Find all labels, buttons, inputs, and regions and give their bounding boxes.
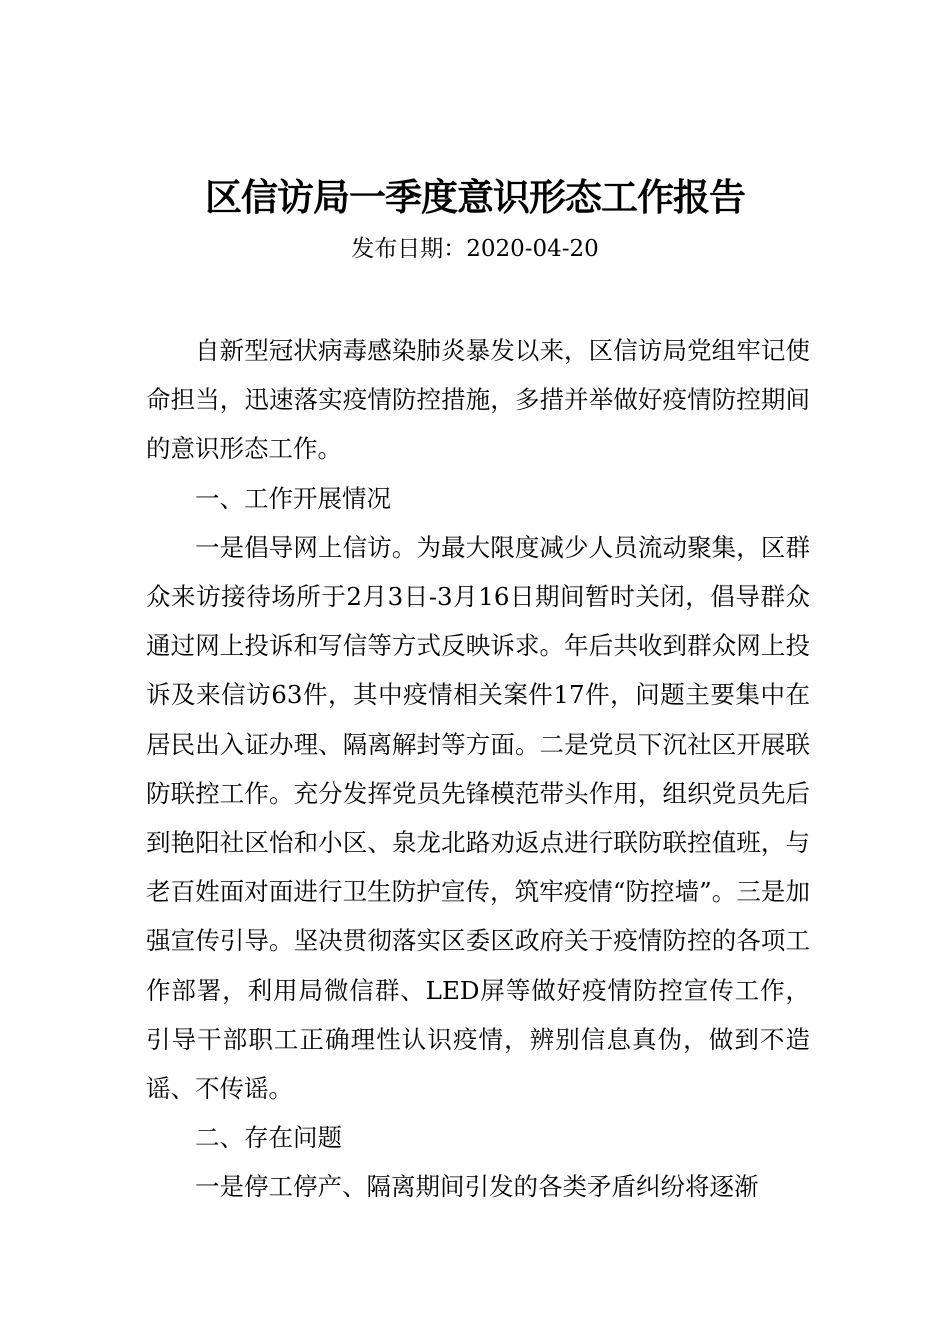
document-title: 区信访局一季度意识形态工作报告 [205,175,745,219]
item-title-community-control: 二是党员下沉社区开展联防联控工作。 [146,729,811,808]
item-text-publicity: 坚决贯彻落实区委区政府关于疫情防控的各项工作部署，利用局微信群、LED屏等做好疫情防控宣传工作，引导干部职工正确理性认识疫情，辨别信息真伪，做到不造谣、不传谣。 [146,926,810,1104]
work-progress-paragraph [146,523,810,1113]
item-text-community-control: 充分发挥党员先锋模范带头作用，组织党员先后到艳阳社区怡和小区、泉龙北路劝返点进行联防联控值班，与老百姓面对面进行卫生防护宣传，筑牢疫情“防控墙”。 [146,778,810,907]
section-heading-problems: 二、存在问题 [195,1123,342,1153]
section-heading-work-progress: 一、工作开展情况 [195,483,391,513]
intro-paragraph: 自新型冠状病毒感染肺炎暴发以来，区信访局党组牢记使命担当，迅速落实疫情防控措施，多措并举做好疫情防控期间的意识形态工作。 [146,336,810,464]
document-body [146,326,810,1212]
publish-date: 发布日期：2020-04-20 [351,236,599,262]
item-title-publicity: 三是加强宣传引导。 [146,877,810,956]
item-text-online-petition: 为最大限度减少人员流动聚集，区群众来访接待场所于2月3日-3月16日期间暂时关闭，倡导群众通过网上投诉和写信等方式反映诉求。年后共收到群众网上投诉及来信访63件，其中疫情相关案件17件，问题主要集中在居民出入证办理、隔离解封等方面。 [146,532,810,759]
problems-paragraph: 一是停工停产、隔离期间引发的各类矛盾纠纷将逐渐 [195,1172,759,1202]
item-title-online-petition: 一是倡导网上信访。 [195,532,417,562]
